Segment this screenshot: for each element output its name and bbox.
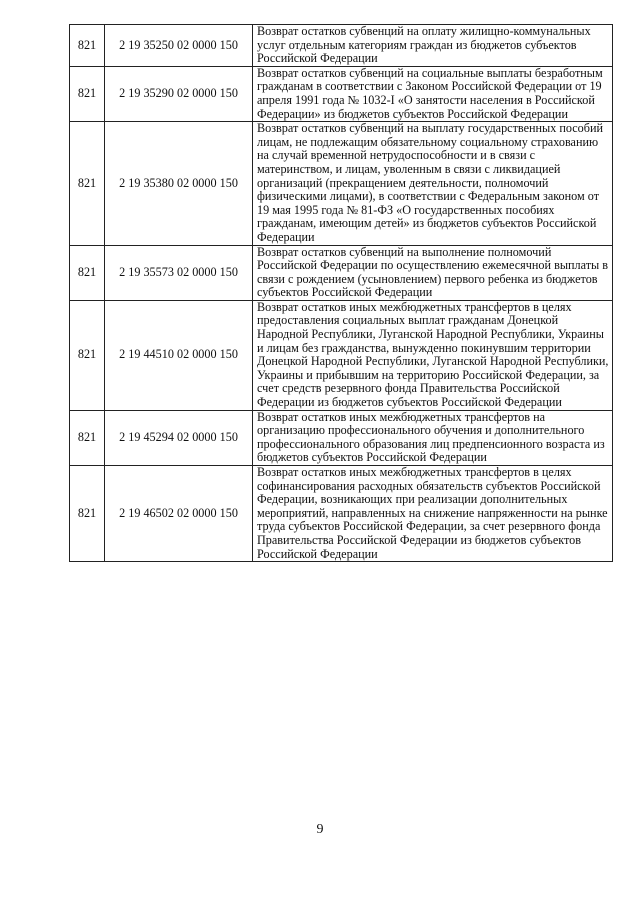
table-row bbox=[70, 300, 613, 410]
admin-code-cell: 821 bbox=[70, 245, 105, 300]
income-name-cell: Возврат остатков субвенций на социальные выплаты безработным гражданам в соответствии с Законом Российской Федерации от 19 апреля 1991 года № 1032-I «О занятости населения в Российской Федерации» из бюджетов субъектов Российской Федерации bbox=[253, 66, 613, 121]
table-row bbox=[70, 410, 613, 465]
budget-code-cell: 2 19 35290 02 0000 150 bbox=[105, 66, 253, 121]
income-name-cell: Возврат остатков субвенций на выплату государственных пособий лицам, не подлежащим обязательному социальному страхованию на случай временной нетрудоспособности и в связи с материнством, и лицам, уволенным в связи с ликвидацией организаций (прекращением деятельности, полномочий физическими лицами), в соответствии с Федеральным законом от 19 мая 1995 года № 81-ФЗ «О государственных пособиях гражданам, имеющим детей» из бюджетов субъектов Российской Федерации bbox=[253, 122, 613, 245]
budget-code-cell: 2 19 35380 02 0000 150 bbox=[105, 122, 253, 245]
admin-code-cell: 821 bbox=[70, 466, 105, 562]
admin-code-cell: 821 bbox=[70, 25, 105, 67]
income-name-cell: Возврат остатков субвенций на выполнение полномочий Российской Федерации по осуществлению ежемесячной выплаты в связи с рождением (усыновлением) первого ребенка из бюджетов субъектов Российской Федерации bbox=[253, 245, 613, 300]
income-name-cell: Возврат остатков иных межбюджетных трансфертов на организацию профессионального обучения и дополнительного профессионального образования лиц предпенсионного возраста из бюджетов субъектов Российской Федерации bbox=[253, 410, 613, 465]
table-row bbox=[70, 66, 613, 121]
admin-code-cell: 821 bbox=[70, 300, 105, 410]
table-row bbox=[70, 25, 613, 67]
budget-code-cell: 2 19 46502 02 0000 150 bbox=[105, 466, 253, 562]
admin-code-cell: 821 bbox=[70, 66, 105, 121]
income-name-cell: Возврат остатков субвенций на оплату жилищно-коммунальных услуг отдельным категориям граждан из бюджетов субъектов Российской Федерации bbox=[253, 25, 613, 67]
table-row bbox=[70, 122, 613, 245]
income-name-cell: Возврат остатков иных межбюджетных трансфертов в целях предоставления социальных выплат гражданам Донецкой Народной Республики, Луганской Народной Республики, Украины и лицам без гражданства, вынужденно покинувшим территории Донецкой Народной Республики, Луганской Народной Республики, Украины и прибывшим на территорию Российской Федерации, за счет средств резервного фонда Правительства Российской Федерации из бюджетов субъектов Российской Федерации bbox=[253, 300, 613, 410]
budget-code-cell: 2 19 44510 02 0000 150 bbox=[105, 300, 253, 410]
budget-code-cell: 2 19 35250 02 0000 150 bbox=[105, 25, 253, 67]
budget-code-cell: 2 19 35573 02 0000 150 bbox=[105, 245, 253, 300]
page-number: 9 bbox=[316, 822, 324, 837]
table-row bbox=[70, 466, 613, 562]
admin-code-cell: 821 bbox=[70, 410, 105, 465]
income-name-cell: Возврат остатков иных межбюджетных трансфертов в целях софинансирования расходных обязательств субъектов Российской Федерации, возникающих при реализации дополнительных мероприятий, направленных на снижение напряженности на рынке труда субъектов Российской Федерации, за счет резервного фонда Правительства Российской Федерации из бюджетов субъектов Российской Федерации bbox=[253, 466, 613, 562]
budget-classification-table bbox=[69, 24, 613, 562]
table-row bbox=[70, 245, 613, 300]
admin-code-cell: 821 bbox=[70, 122, 105, 245]
budget-code-cell: 2 19 45294 02 0000 150 bbox=[105, 410, 253, 465]
